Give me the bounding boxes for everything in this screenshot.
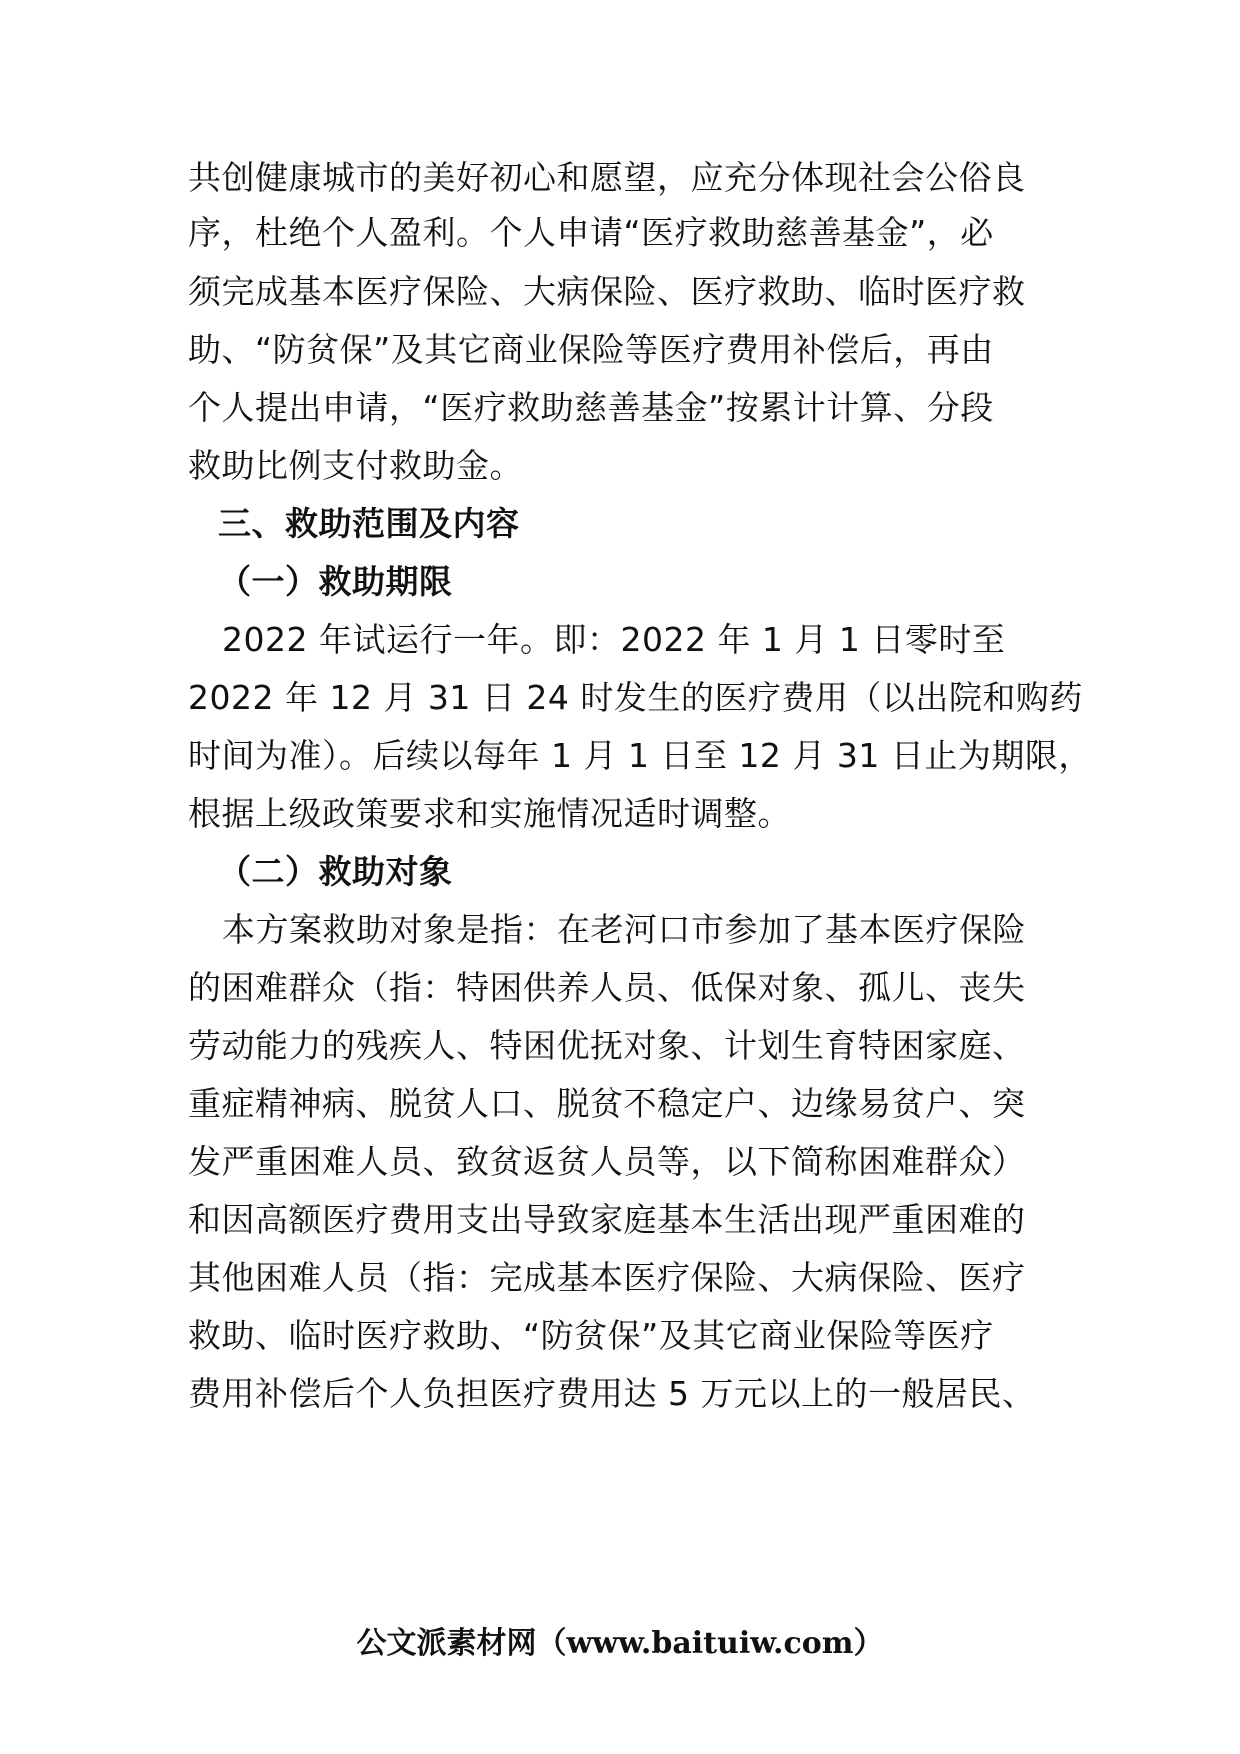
paragraph-line: 的困难群众（指：特困供养人员、低保对象、孤儿、丧失 [188, 968, 1026, 1007]
paragraph-line: 发严重困难人员、致贫返贫人员等，以下简称困难群众） [188, 1142, 1026, 1181]
paragraph-line: 根据上级政策要求和实施情况适时调整。 [188, 794, 791, 833]
paragraph-line: 2022 年试运行一年。即：2022 年 1 月 1 日零时至 [222, 620, 1006, 659]
paragraph-line: 2022 年 12 月 31 日 24 时发生的医疗费用（以出院和购药 [188, 678, 1083, 717]
paragraph-line: 劳动能力的残疾人、特困优抚对象、计划生育特困家庭、 [188, 1026, 1026, 1065]
paragraph-line: 救助、临时医疗救助、“防贫保”及其它商业保险等医疗 [188, 1316, 994, 1355]
paragraph-line: 本方案救助对象是指：在老河口市参加了基本医疗保险 [222, 910, 1026, 949]
section-heading: 三、救助范围及内容 [218, 504, 520, 543]
subsection-heading: （一）救助期限 [218, 562, 453, 601]
paragraph-line: 个人提出申请，“医疗救助慈善基金”按累计计算、分段 [188, 388, 994, 427]
paragraph-line: 共创健康城市的美好初心和愿望，应充分体现社会公俗良 [188, 158, 1026, 197]
subsection-heading: （二）救助对象 [218, 852, 453, 891]
paragraph-line: 其他困难人员（指：完成基本医疗保险、大病保险、医疗 [188, 1258, 1026, 1297]
paragraph-line: 助、“防贫保”及其它商业保险等医疗费用补偿后，再由 [188, 330, 994, 369]
paragraph-line: 序，杜绝个人盈利。个人申请“医疗救助慈善基金”，必 [188, 213, 994, 252]
paragraph-line: 救助比例支付救助金。 [188, 446, 523, 485]
paragraph-line: 重症精神病、脱贫人口、脱贫不稳定户、边缘易贫户、突 [188, 1084, 1026, 1123]
paragraph-line: 须完成基本医疗保险、大病保险、医疗救助、临时医疗救 [188, 272, 1026, 311]
paragraph-line: 和因高额医疗费用支出导致家庭基本生活出现严重困难的 [188, 1200, 1026, 1239]
paragraph-line: 费用补偿后个人负担医疗费用达 5 万元以上的一般居民、 [188, 1374, 1036, 1413]
paragraph-line: 时间为准）。后续以每年 1 月 1 日至 12 月 31 日止为期限， [188, 736, 1092, 775]
footer-watermark: 公文派素材网（www.baituiw.com） [356, 1626, 884, 1661]
